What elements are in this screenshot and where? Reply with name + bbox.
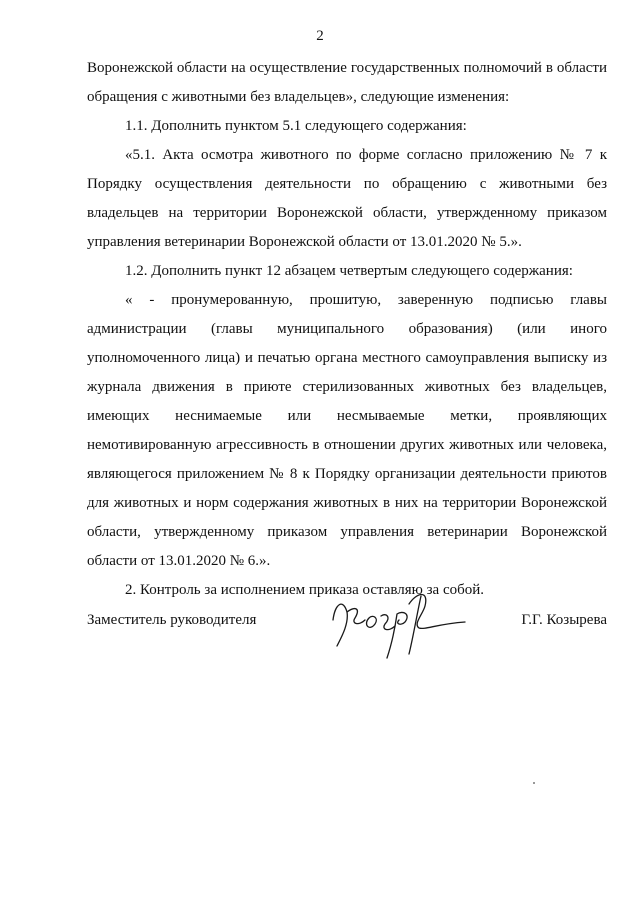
page-number: 2 bbox=[316, 28, 324, 44]
paragraph-2-control: 2. Контроль за исполнением приказа оставляю за собой. bbox=[125, 582, 485, 598]
paragraph-1-2: 1.2. Дополнить пункт 12 абзацем четвертым следующего содержания: bbox=[125, 263, 573, 279]
paragraph-intro: Воронежской области на осуществление государственных полномочий в области обращения с животными без владельцев», следующие изменения: bbox=[87, 60, 607, 105]
signatory-name: Г.Г. Козырева bbox=[521, 612, 607, 628]
paragraph-abzac-quote: « - пронумерованную, прошитую, заверенную подписью главы администрации (главы муниципального образования) (или иного уполномоченного лица) и печатью органа местного самоуправления выписку из журнала движения в приюте стерилизованных животных без владельцев, имеющих неснимаемые или несмываемые метки, проявляющих немотивированную агрессивность в отношении других животных или человека, являющегося приложением № 8 к Порядку организации деятельности приютов для животных и норм содержания животных в них на территории Воронежской области, утвержденному приказом управления ветеринарии Воронежской области от 13.01.2020 № 6.». bbox=[87, 292, 607, 569]
signature-block bbox=[87, 596, 607, 656]
signatory-role: Заместитель руководителя bbox=[87, 612, 257, 628]
handwritten-signature bbox=[325, 584, 475, 662]
paragraph-1-1: 1.1. Дополнить пунктом 5.1 следующего содержания: bbox=[125, 118, 467, 134]
scan-speck bbox=[533, 782, 535, 784]
document-body bbox=[87, 54, 607, 605]
paragraph-5-1-quote: «5.1. Акта осмотра животного по форме согласно приложению № 7 к Порядку осуществления деятельности по обращению с животными без владельцев на территории Воронежской области, утвержденному приказом управления ветеринарии Воронежской области от 13.01.2020 № 5.». bbox=[87, 147, 607, 250]
